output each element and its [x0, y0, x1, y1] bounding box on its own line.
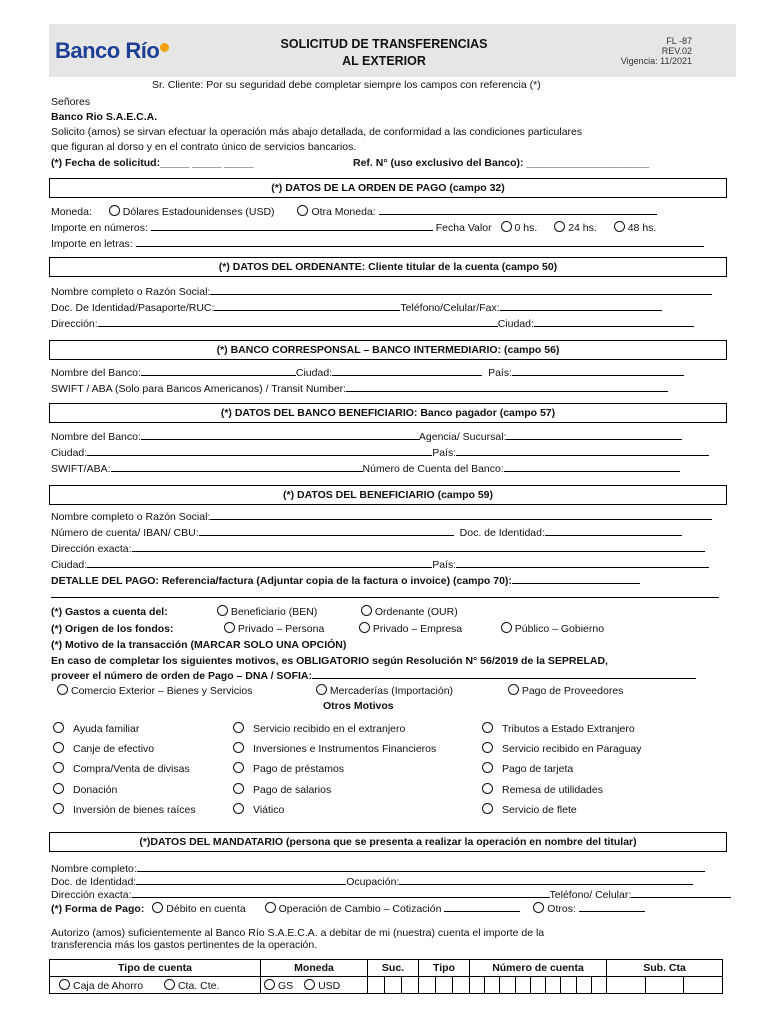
radio-comercio-exterior[interactable] [57, 684, 68, 695]
label: Beneficiario (BEN) [230, 606, 318, 618]
beneficiario-nombre-input[interactable] [210, 510, 712, 520]
label: Público – Gobierno [514, 623, 605, 635]
cotizacion-input[interactable] [444, 902, 520, 912]
motivo-label: Pago de préstamos [253, 763, 345, 775]
label: SWIFT / ABA (Solo para Bancos Americanos) / Transit Number: [51, 383, 347, 395]
radio-otros[interactable] [533, 902, 544, 913]
radio-motivo[interactable] [233, 783, 244, 794]
beneficiario-pais-input[interactable] [456, 558, 709, 568]
importe-row: Importe en números: Fecha Valor 0 hs. 24 hs. 48 hs. [51, 222, 657, 234]
radio-motivo[interactable] [482, 783, 493, 794]
request-text: Solicito (amos) se sirvan efectuar la operación más abajo detallada, de conformidad a las condiciones particulares [51, 126, 583, 138]
form-header [49, 24, 736, 77]
label: Nombre completo: [51, 863, 137, 875]
bank-logo: Banco Río [55, 38, 169, 64]
motivo-label: Tributos a Estado Extranjero [502, 723, 635, 735]
label: Comercio Exterior – Bienes y Servicios [71, 685, 253, 697]
importe-letras-row: Importe en letras: [51, 237, 720, 250]
label: Ciudad: [497, 318, 534, 330]
beneficiario-banco-cuenta-input[interactable] [504, 462, 680, 472]
motivo-option[interactable] [53, 762, 190, 775]
request-text: que figuran al dorso y en el contrato único de servicios bancarios. [51, 141, 357, 153]
motivo-option[interactable] [482, 762, 573, 775]
label: Ordenante (OUR) [374, 606, 458, 618]
mandatario-nombre-input[interactable] [137, 862, 705, 872]
tipo-cuenta-cell [50, 977, 261, 994]
radio-motivo[interactable] [53, 783, 64, 794]
table-row [50, 977, 723, 994]
beneficiario-banco-input[interactable] [141, 430, 419, 440]
radio-caja-ahorro[interactable] [59, 979, 70, 990]
detalle-pago-line[interactable] [51, 597, 719, 598]
table-header: Sub. Cta [607, 960, 723, 977]
label: proveer el número de orden de Pago – DNA / SOFIA: [51, 670, 312, 682]
radio-motivo[interactable] [233, 803, 244, 814]
label: Teléfono/ Celular: [549, 889, 632, 901]
radio-origen-gobierno[interactable] [501, 622, 512, 633]
radio-gastos-ben[interactable] [217, 605, 228, 616]
corresponsal-ciudad-input[interactable] [332, 366, 482, 376]
numero-cuenta-cell[interactable] [470, 977, 607, 994]
motivo-label: Remesa de utilidades [502, 784, 603, 796]
moneda-cell [261, 977, 368, 994]
radio-mercaderias[interactable] [316, 684, 327, 695]
motivo-option[interactable] [233, 742, 436, 755]
radio-motivo[interactable] [233, 742, 244, 753]
radio-usd[interactable] [109, 205, 120, 216]
radio-operacion-cambio[interactable] [265, 902, 276, 913]
motivo-option[interactable] [233, 803, 284, 816]
motivo-option[interactable] [53, 803, 196, 816]
moneda-row: Moneda: Dólares Estadounidenses (USD) Otra Moneda: [51, 205, 720, 218]
motivo-label: Viático [253, 804, 285, 816]
dna-sofia-input[interactable] [312, 669, 696, 679]
beneficiario-banco-ciudad-input[interactable] [87, 446, 432, 456]
corresponsal-swift-input[interactable] [346, 382, 668, 392]
mandatario-telefono-input[interactable] [631, 888, 731, 898]
label: (*) Forma de Pago: [51, 903, 145, 915]
motivo-label: Servicio de flete [502, 804, 577, 816]
mandatario-direccion-input[interactable] [132, 888, 550, 898]
motivo-label: Pago de tarjeta [502, 763, 574, 775]
radio-origen-persona[interactable] [224, 622, 235, 633]
radio-48hs[interactable] [614, 221, 625, 232]
motivo-label: Servicio recibido en el extranjero [253, 723, 406, 735]
label: Número de Cuenta del Banco: [362, 463, 504, 475]
label: País: [432, 559, 457, 571]
beneficiario-agencia-input[interactable] [506, 430, 682, 440]
security-notice: Sr. Cliente: Por su seguridad debe completar siempre los campos con referencia (*) [152, 79, 541, 91]
motivo-label: Inversión de bienes raíces [73, 804, 196, 816]
label: Teléfono/Celular/Fax: [400, 302, 500, 314]
label: Ocupación: [346, 876, 400, 888]
otros-motivos-title: Otros Motivos [323, 700, 394, 712]
label: Número de cuenta/ IBAN/ CBU: [51, 527, 199, 539]
label: Privado – Persona [237, 623, 325, 635]
label: Nombre completo o Razón Social: [51, 286, 211, 298]
motivo-label: Servicio recibido en Paraguay [502, 743, 642, 755]
suc-cell[interactable] [368, 977, 419, 994]
mandatario-doc-input[interactable] [136, 875, 346, 885]
label: Débito en cuenta [166, 903, 246, 915]
label: Mercaderías (Importación) [329, 685, 454, 697]
radio-motivo[interactable] [233, 722, 244, 733]
section-orden-pago: (*) DATOS DE LA ORDEN DE PAGO (campo 32) [49, 178, 727, 198]
importe-letras-input[interactable] [136, 237, 704, 247]
form-title: SOLICITUD DE TRANSFERENCIAS AL EXTERIOR [280, 37, 488, 68]
motivo-label: Inversiones e Instrumentos Financieros [253, 743, 437, 755]
radio-gs[interactable] [264, 979, 275, 990]
label: Agencia/ Sucursal: [418, 431, 507, 443]
label: Otros: [547, 903, 576, 915]
ordenante-telefono-input[interactable] [500, 301, 662, 311]
radio-gastos-our[interactable] [361, 605, 372, 616]
table-header: Tipo [419, 960, 470, 977]
radio-pago-proveedores[interactable] [508, 684, 519, 695]
motivo-option[interactable] [482, 803, 577, 816]
radio-motivo[interactable] [482, 742, 493, 753]
label: Doc. de Identidad: [459, 527, 545, 539]
radio-usd-table[interactable] [304, 979, 315, 990]
label: Dirección exacta: [51, 543, 132, 555]
label: Operación de Cambio – Cotización [278, 903, 442, 915]
radio-cta-cte[interactable] [164, 979, 175, 990]
radio-motivo[interactable] [53, 742, 64, 753]
label: Ciudad: [51, 447, 88, 459]
tipo-cell[interactable] [419, 977, 470, 994]
section-ordenante: (*) DATOS DEL ORDENANTE: Cliente titular de la cuenta (campo 50) [49, 257, 727, 277]
label: Dirección exacta: [51, 889, 132, 901]
form-code: FL -87 REV.02 Vigencia: 11/2021 [620, 36, 692, 66]
label: Dirección: [51, 318, 98, 330]
motivo-option[interactable] [233, 722, 405, 735]
label: Cta. Cte. [177, 979, 220, 992]
account-table [49, 959, 723, 994]
table-header: Número de cuenta [470, 960, 607, 977]
importe-numeros-input[interactable] [151, 221, 433, 231]
ordenante-doc-input[interactable] [214, 301, 400, 311]
table-header: Moneda [261, 960, 368, 977]
autorizo-text: transferencia más los gastos pertinentes de la operación. [51, 939, 318, 951]
label: Privado – Empresa [372, 623, 463, 635]
label: (*) Origen de los fondos: [51, 623, 174, 635]
bank-name: Banco Rio S.A.E.C.A. [51, 111, 158, 123]
radio-debito-cuenta[interactable] [152, 902, 163, 913]
motivo-option[interactable] [53, 722, 139, 735]
label: (*) Gastos a cuenta del: [51, 606, 168, 618]
radio-motivo[interactable] [53, 762, 64, 773]
beneficiario-doc-input[interactable] [545, 526, 682, 536]
radio-motivo[interactable] [482, 803, 493, 814]
radio-motivo[interactable] [233, 762, 244, 773]
radio-otra-moneda[interactable] [297, 205, 308, 216]
motivo-note: En caso de completar los siguientes motivos, es OBLIGATORIO según Resolución N° 56/2019 de la SEPRELAD, [51, 655, 608, 667]
motivo-option[interactable] [482, 783, 603, 796]
label: Ciudad: [295, 367, 333, 379]
ordenante-direccion-input[interactable] [98, 317, 498, 327]
section-banco-beneficiario: (*) DATOS DEL BANCO BENEFICIARIO: Banco pagador (campo 57) [49, 403, 727, 423]
otros-input[interactable] [579, 902, 645, 912]
beneficiario-ciudad-input[interactable] [87, 558, 432, 568]
section-banco-corresponsal: (*) BANCO CORRESPONSAL – BANCO INTERMEDIARIO: (campo 56) [49, 340, 727, 360]
motivo-label: Ayuda familiar [73, 723, 140, 735]
radio-motivo[interactable] [482, 762, 493, 773]
fecha-solicitud-field[interactable]: (*) Fecha de solicitud:_____ _____ _____ [51, 157, 254, 169]
table-header: Suc. [368, 960, 419, 977]
radio-origen-empresa[interactable] [359, 622, 370, 633]
label: Nombre del Banco: [51, 431, 141, 443]
label: Nombre completo o Razón Social: [51, 511, 211, 523]
motivo-label: Pago de salarios [253, 784, 332, 796]
label: Doc. de Identidad: [51, 876, 137, 888]
ordenante-nombre-input[interactable] [210, 285, 712, 295]
motivo-option[interactable] [482, 742, 642, 755]
label: GS [278, 979, 294, 992]
motivo-option[interactable] [53, 742, 154, 755]
label: País: [432, 447, 457, 459]
label: SWIFT/ABA: [51, 463, 111, 475]
motivo-label: Donación [73, 784, 118, 796]
label: DETALLE DEL PAGO: Referencia/factura (Adjuntar copia de la factura o invoice) (campo 70): [51, 575, 512, 587]
label: Ciudad: [51, 559, 88, 571]
radio-0hs[interactable] [501, 221, 512, 232]
radio-motivo[interactable] [53, 803, 64, 814]
beneficiario-cuenta-input[interactable] [199, 526, 454, 536]
corresponsal-nombre-input[interactable] [141, 366, 296, 376]
beneficiario-banco-pais-input[interactable] [456, 446, 709, 456]
beneficiario-direccion-input[interactable] [132, 542, 705, 552]
table-header-row [50, 960, 723, 977]
label: Pago de Proveedores [521, 685, 624, 697]
motivo-option[interactable] [482, 722, 635, 735]
label: USD [318, 979, 341, 992]
otra-moneda-input[interactable] [379, 205, 657, 215]
table-header: Tipo de cuenta [50, 960, 261, 977]
motivo-label: Compra/Venta de divisas [73, 763, 190, 775]
salutation: Señores [51, 96, 91, 108]
label: Doc. De Identidad/Pasaporte/RUC: [51, 302, 215, 314]
motivo-label: (*) Motivo de la transacción (MARCAR SOLO UNA OPCIÓN) [51, 639, 347, 651]
motivo-option[interactable] [233, 762, 344, 775]
detalle-pago-input[interactable] [512, 574, 640, 584]
motivo-option[interactable] [53, 783, 117, 796]
corresponsal-pais-input[interactable] [512, 366, 684, 376]
label: País: [488, 367, 513, 379]
ref-field: Ref. N° (uso exclusivo del Banco): _____________________ [353, 157, 650, 169]
section-mandatario: (*)DATOS DEL MANDATARIO (persona que se presenta a realizar la operación en nombre del titular) [49, 832, 727, 852]
label: Nombre del Banco: [51, 367, 141, 379]
radio-motivo[interactable] [482, 722, 493, 733]
radio-24hs[interactable] [554, 221, 565, 232]
beneficiario-swift-input[interactable] [111, 462, 363, 472]
label: Caja de Ahorro [73, 979, 144, 992]
mandatario-ocupacion-input[interactable] [399, 875, 693, 885]
ordenante-ciudad-input[interactable] [534, 317, 694, 327]
motivo-label: Canje de efectivo [73, 743, 155, 755]
radio-motivo[interactable] [53, 722, 64, 733]
motivo-option[interactable] [233, 783, 331, 796]
section-beneficiario: (*) DATOS DEL BENEFICIARIO (campo 59) [49, 485, 727, 505]
autorizo-text: Autorizo (amos) suficientemente al Banco Río S.A.E.C.A. a debitar de mi (nuestra) cuenta el importe de la [51, 927, 545, 939]
sub-cta-cell[interactable] [607, 977, 723, 994]
